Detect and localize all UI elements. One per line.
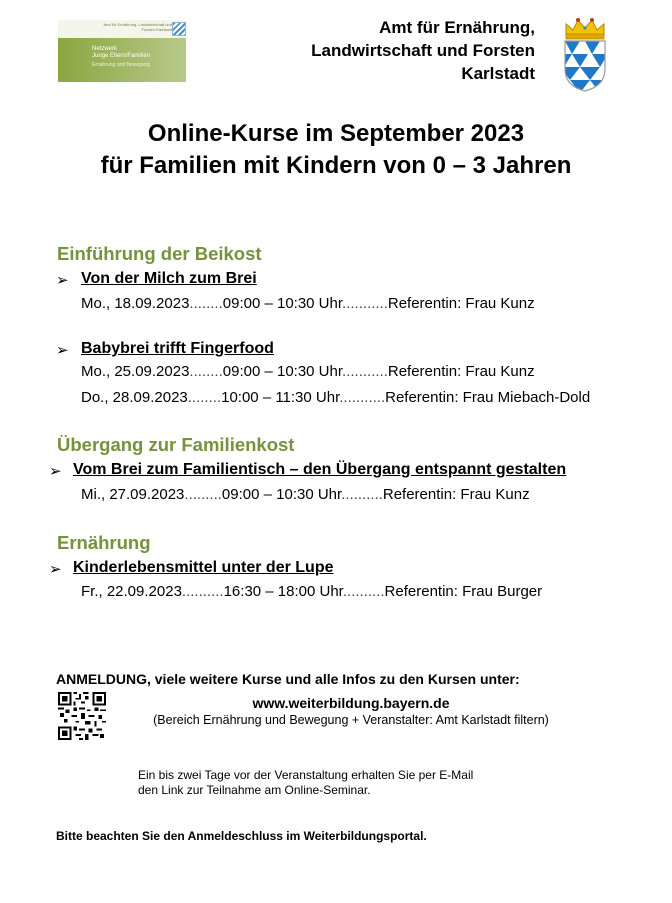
registration-text: ANMELDUNG, viele weitere Kurse und alle Infos zu den Kursen unter: (56, 671, 520, 687)
office-line-2: Landwirtschaft und Forsten (311, 41, 535, 60)
arrow-bullet-icon: ➢ (56, 272, 69, 289)
dot-leader: ......... (184, 486, 222, 503)
session-time: 16:30 – 18:00 Uhr (223, 583, 343, 600)
session-date: Mo., 18.09.2023 (81, 295, 190, 312)
session-speaker: Referentin: Frau Burger (384, 583, 543, 600)
session-line (81, 363, 535, 380)
session-line (81, 295, 535, 312)
logo-line-2: Junge Eltern/Familien (92, 53, 151, 59)
network-logo (58, 20, 186, 82)
session-line (81, 486, 530, 503)
info-line-2: den Link zur Teilnahme am Online-Seminar. (138, 783, 371, 797)
arrow-bullet-icon: ➢ (49, 463, 62, 480)
session-date: Fr., 22.09.2023 (81, 583, 182, 600)
bavaria-crest-icon (560, 14, 610, 92)
dot-leader: .......... (342, 583, 385, 600)
session-time: 09:00 – 10:30 Uhr (222, 363, 343, 380)
logo-panel (58, 38, 186, 82)
arrow-bullet-icon: ➢ (56, 342, 69, 359)
registration-url[interactable]: www.weiterbildung.bayern.de (252, 695, 450, 711)
dot-leader: ........ (189, 363, 223, 380)
course-title: Kinderlebensmittel unter der Lupe (73, 559, 334, 576)
session-speaker: Referentin: Frau Miebach-Dold (385, 389, 591, 406)
session-speaker: Referentin: Frau Kunz (382, 486, 530, 503)
session-speaker: Referentin: Frau Kunz (387, 363, 535, 380)
page-title (0, 118, 672, 182)
session-time: 09:00 – 10:30 Uhr (221, 486, 342, 503)
dot-leader: ........... (339, 389, 386, 406)
session-speaker: Referentin: Frau Kunz (387, 295, 535, 312)
session-date: Do., 28.09.2023 (81, 389, 188, 406)
arrow-bullet-icon: ➢ (49, 561, 62, 578)
section-heading-familienkost: Übergang zur Familienkost (57, 434, 295, 455)
url-note: (Bereich Ernährung und Bewegung + Veranstalter: Amt Karlstadt filtern) (153, 713, 549, 727)
dot-leader: ........... (342, 363, 388, 380)
session-date: Mo., 25.09.2023 (81, 363, 190, 380)
deadline-note: Bitte beachten Sie den Anmeldeschluss im Weiterbildungsportal. (56, 829, 427, 843)
logo-top-band (58, 20, 186, 38)
dot-leader: ........ (189, 295, 223, 312)
session-line (81, 583, 542, 600)
section-heading-beikost: Einführung der Beikost (57, 243, 262, 264)
bavaria-flag-icon (172, 22, 186, 36)
title-line-2: für Familien mit Kindern von 0 – 3 Jahren (100, 152, 572, 179)
section-heading-ernaehrung: Ernährung (57, 532, 151, 553)
dot-leader: .......... (181, 583, 224, 600)
course-title: Von der Milch zum Brei (81, 270, 257, 287)
session-line (81, 389, 590, 406)
course-title: Vom Brei zum Familientisch – den Übergang entspannt gestalten (73, 461, 567, 478)
title-line-1: Online-Kurse im September 2023 (147, 120, 525, 147)
dot-leader: .......... (341, 486, 383, 503)
logo-line-3: Ernährung und Bewegung (92, 62, 151, 68)
dot-leader: ........ (187, 389, 222, 406)
session-date: Mi., 27.09.2023 (81, 486, 185, 503)
logo-line-1: Netzwerk (92, 46, 118, 52)
office-line-1: Amt für Ernährung, (379, 18, 535, 37)
dot-leader: ........... (342, 295, 388, 312)
course-title: Babybrei trifft Fingerfood (81, 340, 274, 357)
info-line-1: Ein bis zwei Tage vor der Veranstaltung erhalten Sie per E-Mail (138, 768, 474, 782)
email-info (138, 768, 558, 798)
logo-small-text: Amt für Ernährung, Landwirtschaft und Forsten Karlstadt (103, 22, 172, 32)
session-time: 09:00 – 10:30 Uhr (222, 295, 343, 312)
office-name (311, 16, 535, 85)
session-time: 10:00 – 11:30 Uhr (221, 389, 340, 406)
office-line-3: Karlstadt (461, 64, 535, 83)
